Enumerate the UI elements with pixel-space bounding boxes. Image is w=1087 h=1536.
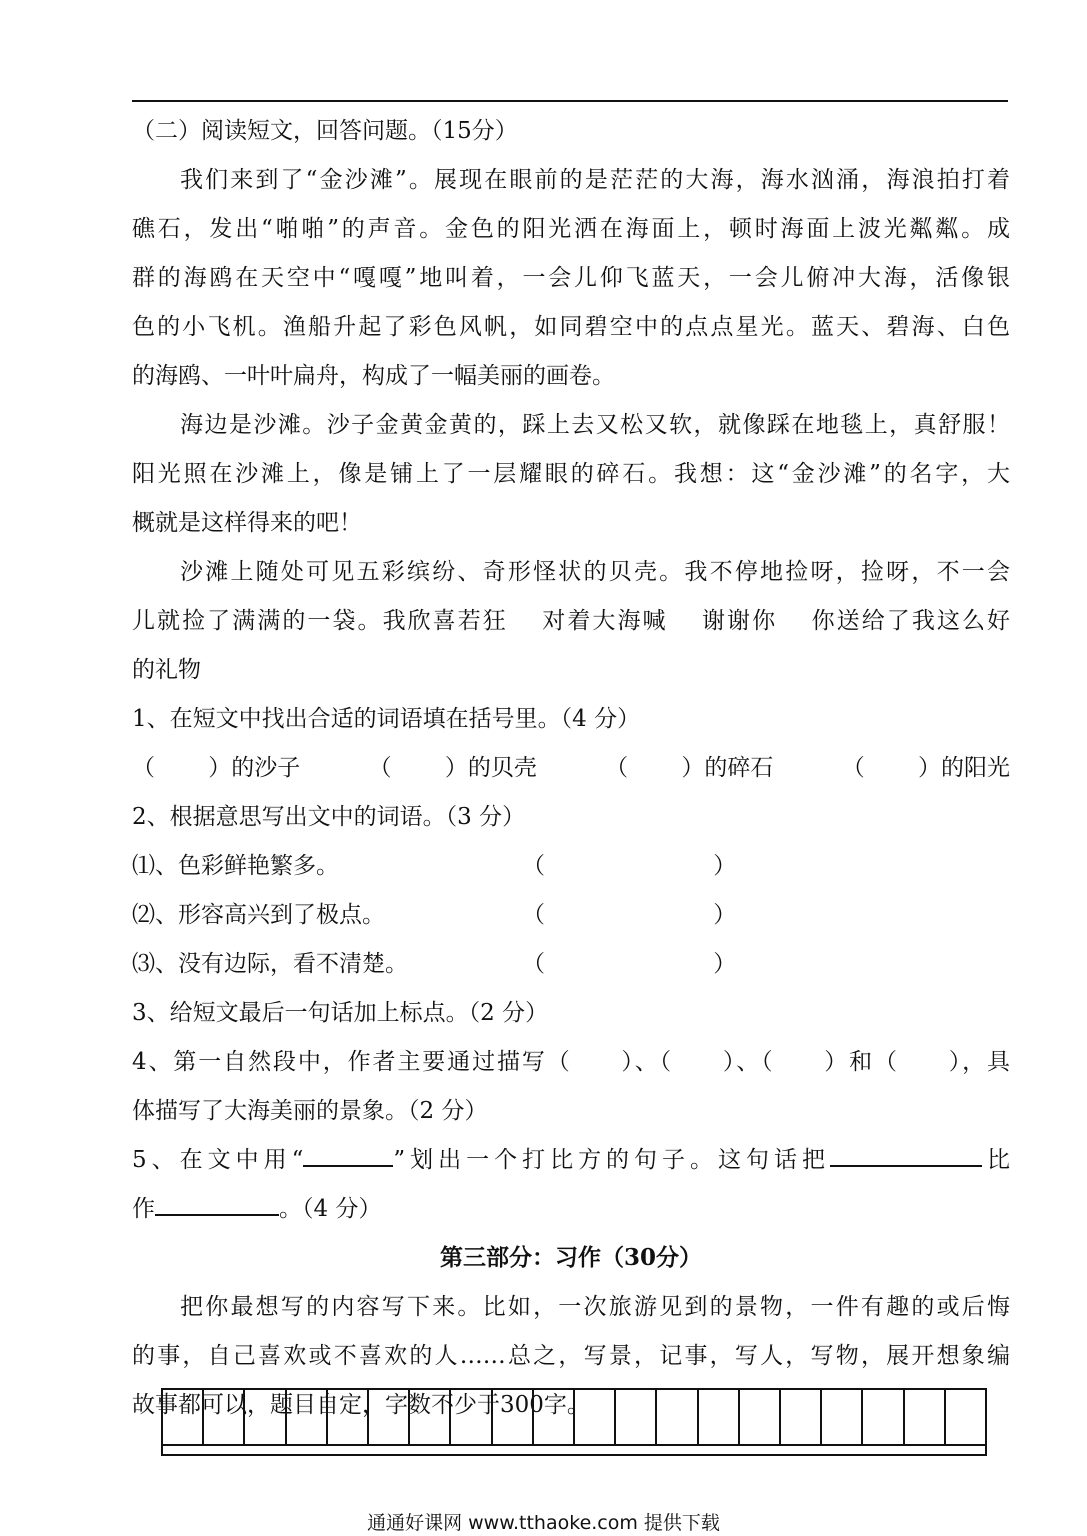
passage-line: 沙滩上随处可见五彩缤纷、奇形怪状的贝壳。我不停地捡呀，捡呀，不一会 (180, 559, 1010, 585)
grid-cell[interactable] (245, 1390, 286, 1444)
fill-blank[interactable]: （ ）的碎石 (605, 755, 774, 781)
underline-blank[interactable] (155, 1192, 279, 1216)
passage-line: 色的小飞机。渔船升起了彩色风帆，如同碧空中的点点星光。蓝天、碧海、白色 (132, 314, 1010, 340)
underline-blank[interactable] (303, 1143, 393, 1167)
passage-line: 礁石，发出“啪啪”的声音。金色的阳光洒在海面上，顿时海面上波光粼粼。成 (132, 216, 1010, 242)
passage-line: 的海鸥、一叶叶扁舟，构成了一幅美丽的画卷。 (132, 363, 615, 389)
grid-cell[interactable] (163, 1390, 204, 1444)
grid-cell[interactable] (287, 1390, 328, 1444)
q5-text: ”划出一个打比方的句子。这句话把 (393, 1147, 830, 1173)
passage-line: 海边是沙滩。沙子金黄金黄的，踩上去又松又软，就像踩在地毯上，真舒服！ (180, 412, 1010, 438)
grid-cell[interactable] (493, 1390, 534, 1444)
grid-cell[interactable] (822, 1390, 863, 1444)
grid-cell[interactable] (946, 1390, 985, 1444)
grid-cell[interactable] (616, 1390, 657, 1444)
grid-cell[interactable] (410, 1390, 451, 1444)
top-rule (132, 100, 1008, 102)
q5-text: 5、在文中用“ (132, 1147, 304, 1173)
grid-cell[interactable] (204, 1390, 245, 1444)
q5-text: 作 (132, 1196, 155, 1222)
question-3: 3、给短文最后一句话加上标点。（2 分） (132, 1000, 549, 1026)
underline-blank[interactable] (830, 1143, 982, 1167)
part3-heading: 第三部分：习作（30分） (439, 1244, 702, 1271)
answer-paren[interactable]: （ ） (522, 951, 737, 977)
prompt-line: 的事，自己喜欢或不喜欢的人……总之，写景，记事，写人，写物，展开想象编 (132, 1343, 1010, 1369)
grid-cell[interactable] (328, 1390, 369, 1444)
grid-cell[interactable] (905, 1390, 946, 1444)
definition-text: ⑴、色彩鲜艳繁多。 (132, 853, 339, 879)
grid-cell[interactable] (369, 1390, 410, 1444)
passage-line: 阳光照在沙滩上，像是铺上了一层耀眼的碎石。我想：这“金沙滩”的名字，大 (132, 461, 1010, 487)
passage-line: 概就是这样得来的吧！ (132, 510, 362, 536)
writing-grid[interactable] (161, 1388, 987, 1456)
grid-cell[interactable] (534, 1390, 575, 1444)
question-2-item (132, 898, 1010, 947)
definition-text: ⑵、形容高兴到了极点。 (132, 902, 385, 928)
passage-line: 群的海鸥在天空中“嘎嘎”地叫着，一会儿仰飞蓝天，一会儿俯冲大海，活像银 (132, 265, 1010, 291)
answer-paren[interactable]: （ ） (522, 902, 737, 928)
grid-cell[interactable] (781, 1390, 822, 1444)
question-2-item (132, 849, 1010, 898)
question-1: 1、在短文中找出合适的词语填在括号里。（4 分） (132, 706, 641, 732)
passage-line: 的礼物 (132, 657, 201, 683)
prompt-line: 把你最想写的内容写下来。比如，一次旅游见到的景物，一件有趣的或后悔 (180, 1294, 1010, 1320)
grid-cell[interactable] (863, 1390, 904, 1444)
footer-credit: 通通好课网 www.tthaoke.com 提供下载 (367, 1512, 720, 1534)
question-4-line: 体描写了大海美丽的景象。（2 分） (132, 1098, 488, 1124)
answer-paren[interactable]: （ ） (522, 853, 737, 879)
grid-row (163, 1390, 985, 1446)
grid-cell[interactable] (699, 1390, 740, 1444)
question-2: 2、根据意思写出文中的词语。（3 分） (132, 804, 526, 830)
fill-blank[interactable]: （ ）的沙子 (132, 755, 301, 781)
question-5-line (132, 1143, 1010, 1192)
question-5-line (132, 1192, 1010, 1241)
grid-cell[interactable] (575, 1390, 616, 1444)
fill-blank[interactable]: （ ）的贝壳 (368, 755, 537, 781)
passage-line: 我们来到了“金沙滩”。展现在眼前的是茫茫的大海，海水汹涌，海浪拍打着 (180, 167, 1010, 193)
q5-text: 比 (982, 1147, 1010, 1173)
prompt-line: 故事都可以，题目自定，字数不少于300字。 (132, 1392, 590, 1418)
content (132, 114, 1010, 1437)
q5-text: 。（4 分） (279, 1196, 382, 1222)
question-1-blanks (132, 751, 1010, 800)
definition-text: ⑶、没有边际，看不清楚。 (132, 951, 408, 977)
section-title: （二）阅读短文，回答问题。（15分） (132, 118, 518, 144)
grid-cell[interactable] (657, 1390, 698, 1444)
grid-cell[interactable] (740, 1390, 781, 1444)
fill-blank[interactable]: （ ）的阳光 (841, 755, 1010, 781)
question-4-line: 4、第一自然段中，作者主要通过描写（ ）、（ ）、（ ）和（ ），具 (132, 1049, 1010, 1075)
grid-cell[interactable] (451, 1390, 492, 1444)
question-2-item (132, 947, 1010, 996)
passage-line: 儿就捡了满满的一袋。我欣喜若狂 对着大海喊 谢谢你 你送给了我这么好 (132, 608, 1010, 634)
